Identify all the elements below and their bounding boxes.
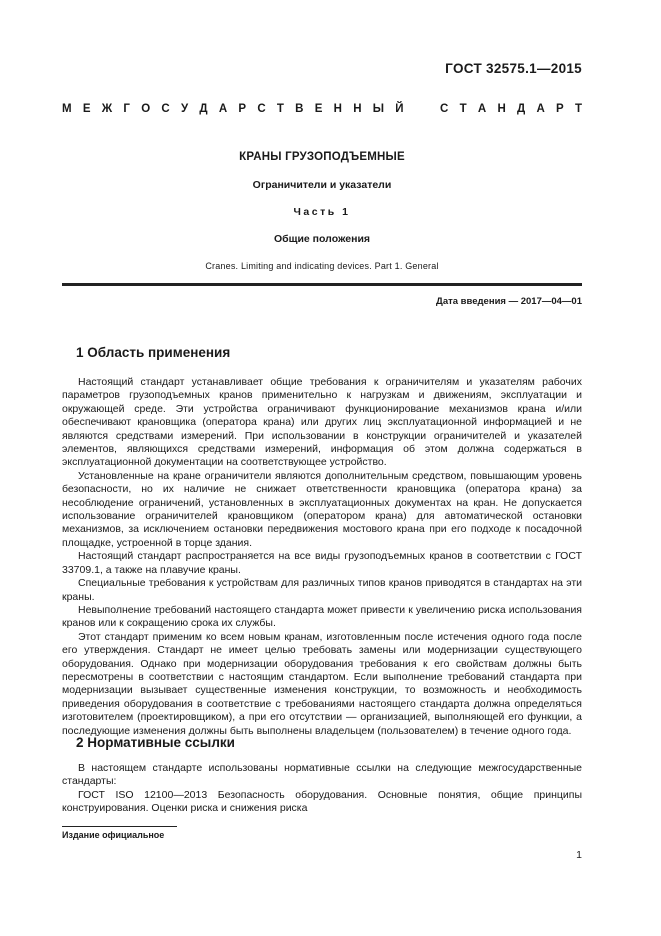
footer-divider — [62, 826, 177, 827]
introduction-date: Дата введения — 2017—04—01 — [436, 296, 582, 307]
banner-letter: Д — [199, 103, 208, 115]
banner-letter: Ж — [101, 103, 113, 115]
banner-letter: Г — [123, 103, 130, 115]
document-part-title: Общие положения — [273, 233, 371, 245]
banner-gap — [415, 103, 429, 115]
paragraph: Невыполнение требований настоящего стандарта может привести к увеличению риска использования кранов или к сокращению срока их службы. — [62, 603, 582, 630]
banner-letter: С — [161, 103, 170, 115]
banner-letter: В — [295, 103, 304, 115]
banner-letter: А — [536, 103, 545, 115]
banner-letter: С — [440, 103, 449, 115]
section-heading: 2 Нормативные ссылки — [76, 735, 235, 750]
banner-letter: У — [180, 103, 189, 115]
banner-letter: Ы — [372, 103, 385, 115]
banner-letter: Д — [517, 103, 526, 115]
banner-letter: Т — [574, 103, 582, 115]
banner-letter: Р — [238, 103, 247, 115]
edition-label: Издание официальное — [62, 830, 165, 840]
banner-letter: Т — [276, 103, 284, 115]
document-title: КРАНЫ ГРУЗОПОДЪЕМНЫЕ — [239, 151, 405, 163]
paragraph: Настоящий стандарт распространяется на все виды грузоподъемных кранов в соответствии с ГОСТ 33709.1, а также на плавучие краны. — [62, 550, 582, 576]
document-part: Часть 1 — [293, 206, 351, 218]
section-heading: 1 Область применения — [76, 345, 231, 360]
document-id: ГОСТ 32575.1—2015 — [445, 61, 582, 76]
banner-letter: М — [62, 103, 72, 115]
paragraph: Установленные на кране ограничители являются дополнительным средством, повышающим уровень безопасности, но их наличие не снижает ответственности крановщика (оператора крана) за несоблюдение ограничений, установленных в эксплуатационных документах на кран. Не допускается использование ограничителей крановщиком (оператором крана) для автоматической остановки механизмов, за исключением остановки передвижения мостового крана при его подходе к посадочной площадке, устроенной в торце здания. — [62, 469, 582, 549]
banner-letter: Н — [497, 103, 506, 115]
banner-letter: А — [477, 103, 487, 115]
paragraph: ГОСТ ISO 12100—2013 Безопасность оборудования. Основные понятия, общие принципы конструирования. Оценки риска и снижения риска — [62, 788, 582, 815]
banner-letter: Н — [353, 103, 362, 115]
banner-letter: Р — [556, 103, 564, 115]
section-body — [62, 376, 582, 738]
paragraph: В настоящем стандарте использованы нормативные ссылки на следующие межгосударственные стандарты: — [62, 762, 582, 788]
banner-letter: О — [141, 103, 151, 115]
banner-letter: Т — [459, 103, 467, 115]
paragraph: Настоящий стандарт устанавливает общие требования к ограничителям и указателям рабочих параметров грузоподъемных кранов применительно к нагрузкам и движениям, эксплуатации и окружающей среде. Эти устройства ограничивают функционирование механизмов крана и/или обеспечивают крановщика (оператора крана) или других лиц эксплуатационной информацией и не являются средствами измерений. При использовании в конструкции ограничителей и указателей элементов, являющихся средствами измерений, информация об этом должна содержаться в эксплуатационной документации на соответствующее устройство. — [62, 376, 582, 469]
banner-letter: Й — [395, 103, 404, 115]
english-title: Cranes. Limiting and indicating devices. Part 1. General — [205, 261, 439, 271]
banner-letter: Е — [314, 103, 323, 115]
title-divider — [62, 283, 582, 286]
banner-letter: Е — [82, 103, 91, 115]
banner-letter: Н — [333, 103, 342, 115]
paragraph: Этот стандарт применим ко всем новым кранам, изготовленным после истечения одного года после его утверждения. Стандарт не имеет целью требовать замены или модернизации существующего оборудования. Однако при модернизации оборудования требования к его свойствам должны быть пересмотрены в соответствии с настоящим стандартом. Если выполнение требований стандарта при модернизации вызывает существенные изменения конструкции, то возможность и необходимость приведения оборудования в соответствие с требованиями настоящего стандарта должна определяться изготовителем (проектировщиком), а при его отсутствии — организацией, выполняющей его функции, а последующие изменения должны быть выполнены владельцем (пользователем) в течение одного года. — [62, 630, 582, 737]
paragraph: Специальные требования к устройствам для различных типов кранов приводятся в стандартах на эти краны. — [62, 577, 582, 603]
section-body — [62, 762, 582, 816]
standard-banner — [62, 103, 582, 115]
document-subtitle: Ограничители и указатели — [252, 179, 392, 191]
page-number: 1 — [576, 849, 582, 861]
banner-letter: С — [257, 103, 266, 115]
banner-letter: А — [218, 103, 228, 115]
